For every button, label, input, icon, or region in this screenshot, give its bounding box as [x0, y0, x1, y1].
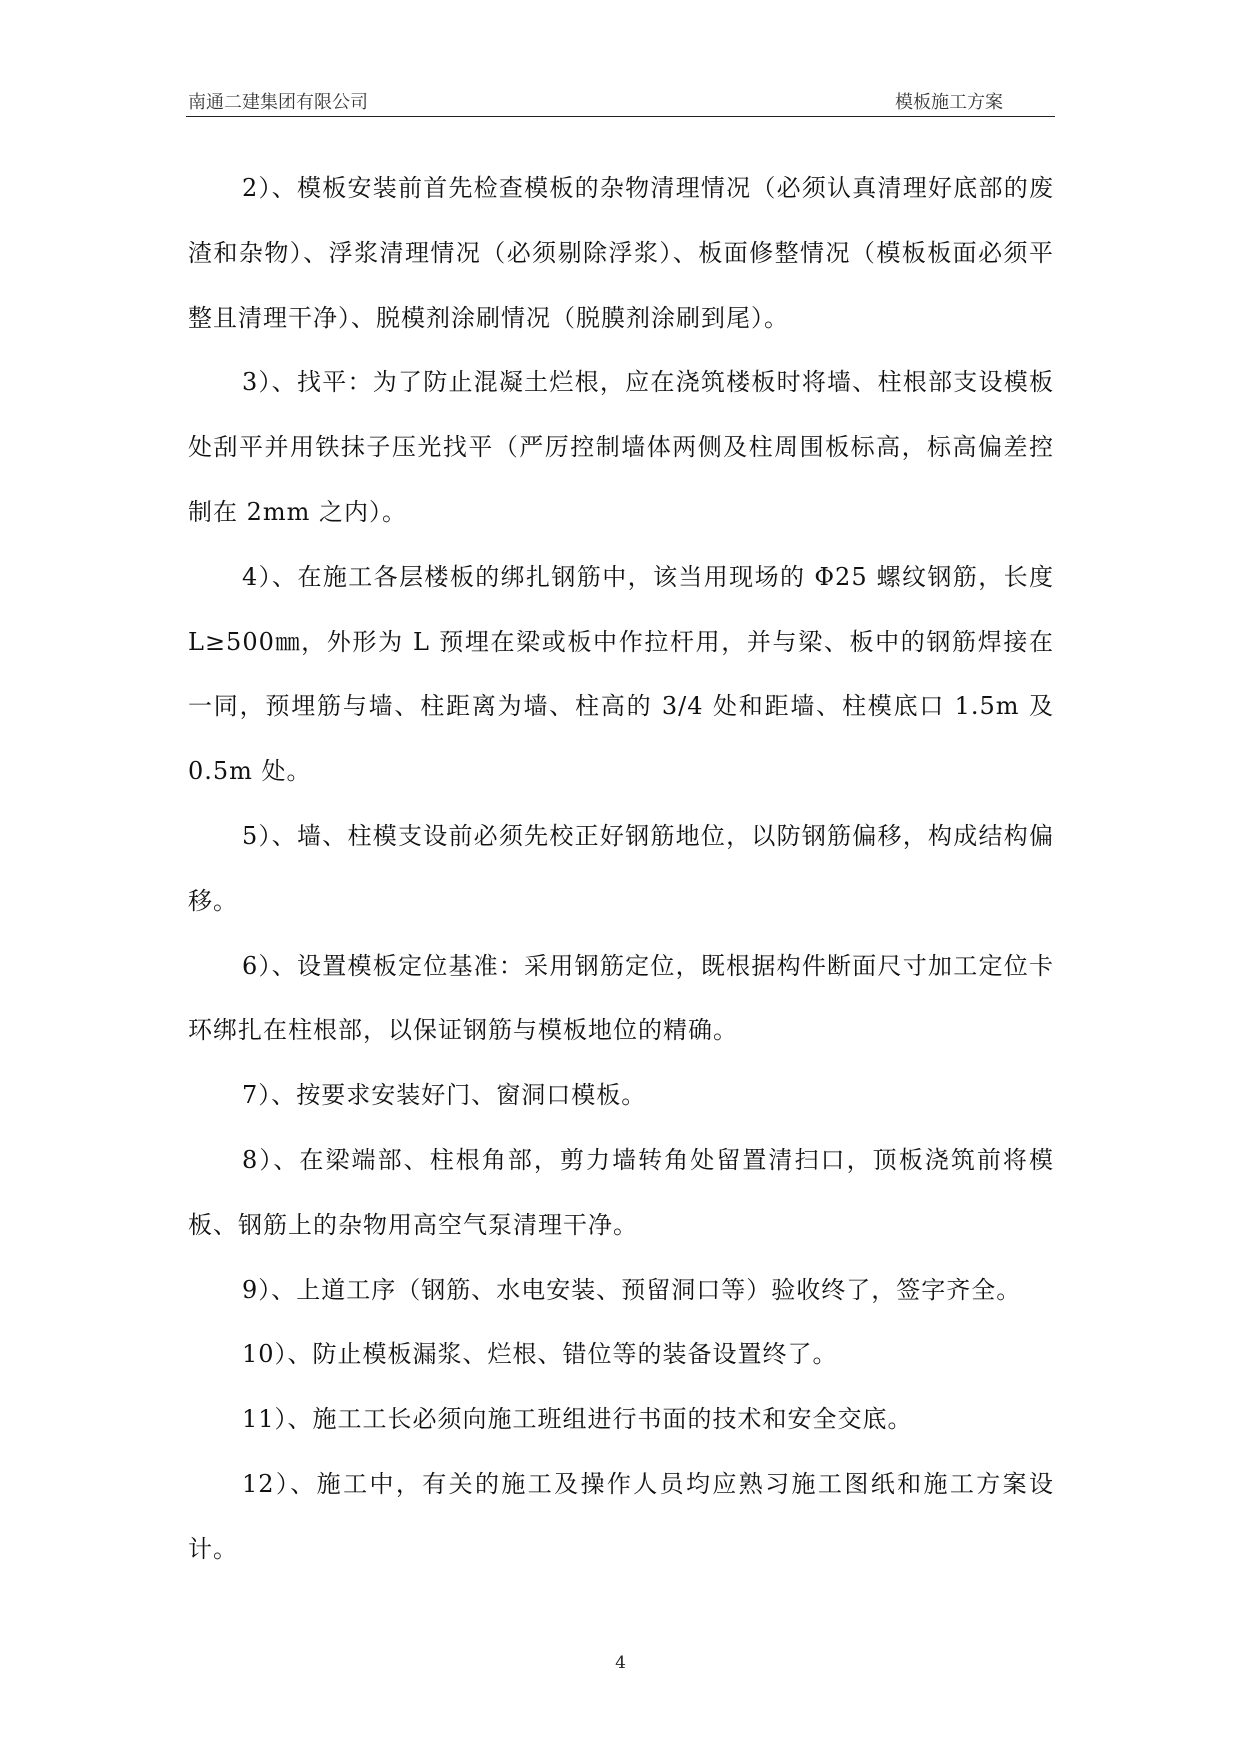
page-header — [186, 86, 1055, 117]
paragraph-8: 8）、在梁端部、柱根角部，剪力墙转角处留置清扫口，顶板浇筑前将模板、钢筋上的杂物用高空气泵清理干净。 — [188, 1145, 1054, 1239]
paragraph-3: 3）、找平：为了防止混凝土烂根，应在浇筑楼板时将墙、柱根部支设模板处刮平并用铁抹子压光找平（严厉控制墙体两侧及柱周围板标高，标高偏差控制在 2mm 之内）。 — [188, 368, 1054, 526]
header-company-name: 南通二建集团有限公司 — [188, 92, 368, 113]
page-number: 4 — [615, 1653, 626, 1673]
header-document-title: 模板施工方案 — [895, 92, 1003, 113]
paragraph-10: 10）、防止模板漏浆、烂根、错位等的装备设置终了。 — [242, 1340, 838, 1369]
paragraph-4: 4）、在施工各层楼板的绑扎钢筋中，该当用现场的 Φ25 螺纹钢筋，长度 L≥500㎜，外形为 L 预埋在梁或板中作拉杆用，并与梁、板中的钢筋焊接在一同，预埋筋与墙、柱距离为墙、柱高的 3/4 处和距墙、柱模底口 1.5m 及 0.5m 处。 — [188, 562, 1054, 786]
paragraph-2: 2）、模板安装前首先检查模板的杂物清理情况（必须认真清理好底部的废渣和杂物）、浮浆清理情况（必须剔除浮浆）、板面修整情况（模板板面必须平整且清理干净）、脱模剂涂刷情况（脱膜剂涂刷到尾）。 — [188, 174, 1054, 332]
paragraph-9: 9）、上道工序（钢筋、水电安装、预留洞口等）验收终了，签字齐全。 — [242, 1275, 1022, 1304]
paragraph-7: 7）、按要求安装好门、窗洞口模板。 — [242, 1081, 647, 1110]
paragraph-6: 6）、设置模板定位基准：采用钢筋定位，既根据构件断面尺寸加工定位卡环绑扎在柱根部，以保证钢筋与模板地位的精确。 — [188, 951, 1054, 1045]
paragraph-5: 5）、墙、柱模支设前必须先校正好钢筋地位，以防钢筋偏移，构成结构偏移。 — [188, 821, 1054, 915]
paragraph-12: 12）、施工中，有关的施工及操作人员均应熟习施工图纸和施工方案设计。 — [188, 1469, 1054, 1563]
document-body — [188, 156, 1054, 1582]
paragraph-11: 11）、施工工长必须向施工班组进行书面的技术和安全交底。 — [242, 1405, 913, 1434]
